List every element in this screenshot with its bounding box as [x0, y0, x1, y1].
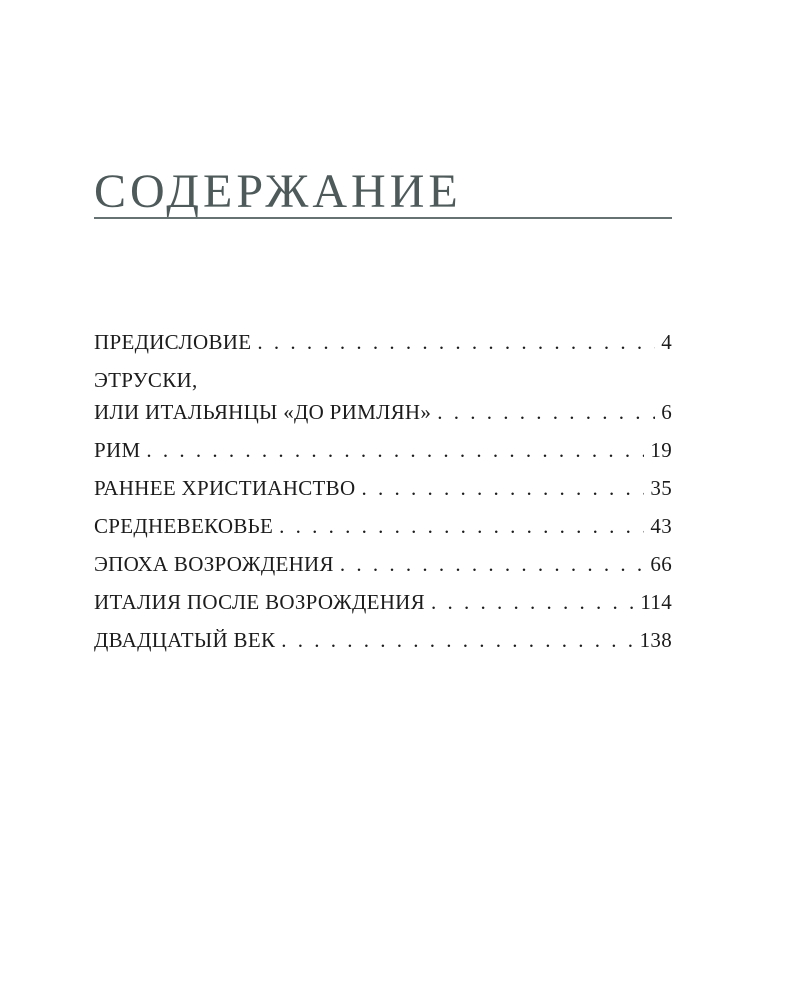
dot-leader: [146, 434, 644, 466]
dot-leader: [431, 586, 634, 618]
toc-entry-post-renaissance[interactable]: [94, 586, 672, 624]
dot-leader: [281, 624, 633, 656]
toc-entry-label: ДВАДЦАТЫЙ ВЕК: [94, 628, 276, 652]
toc-entry-label: РАННЕЕ ХРИСТИАНСТВО: [94, 476, 356, 500]
toc-entry-label: РИМ: [94, 438, 141, 462]
toc-page-number: 35: [650, 476, 672, 500]
dot-leader: [257, 326, 655, 358]
table-of-contents: [94, 326, 672, 662]
toc-entry-label: ИТАЛИЯ ПОСЛЕ ВОЗРОЖДЕНИЯ: [94, 590, 425, 614]
toc-entry-label: ПРЕДИСЛОВИЕ: [94, 330, 252, 354]
toc-page-number: 138: [639, 628, 672, 652]
toc-entry-etruscans[interactable]: [94, 364, 672, 434]
toc-entry-renaissance[interactable]: [94, 548, 672, 586]
contents-page: [94, 0, 672, 1000]
toc-entry-rome[interactable]: [94, 434, 672, 472]
toc-entry-label: ЭПОХА ВОЗРОЖДЕНИЯ: [94, 552, 334, 576]
toc-page-number: 6: [661, 400, 672, 424]
toc-entry-early-christianity[interactable]: [94, 472, 672, 510]
dot-leader: [361, 472, 644, 504]
toc-page-number: 19: [650, 438, 672, 462]
toc-entry-label: ИЛИ ИТАЛЬЯНЦЫ «ДО РИМЛЯН»: [94, 400, 432, 424]
toc-page-number: 66: [650, 552, 672, 576]
dot-leader: [340, 548, 645, 580]
toc-entry-preface[interactable]: [94, 326, 672, 364]
toc-entry-middle-ages[interactable]: [94, 510, 672, 548]
toc-page-number: 43: [650, 514, 672, 538]
toc-entry-label-line1: ЭТРУСКИ,: [94, 368, 198, 392]
toc-page-number: 4: [661, 330, 672, 354]
toc-entry-twentieth-century[interactable]: [94, 624, 672, 662]
title-rule: [94, 217, 672, 219]
dot-leader: [279, 510, 644, 542]
page-title: СОДЕРЖАНИЕ: [94, 165, 462, 218]
toc-entry-label: СРЕДНЕВЕКОВЬЕ: [94, 514, 274, 538]
toc-page-number: 114: [640, 590, 672, 614]
dot-leader: [437, 396, 655, 428]
